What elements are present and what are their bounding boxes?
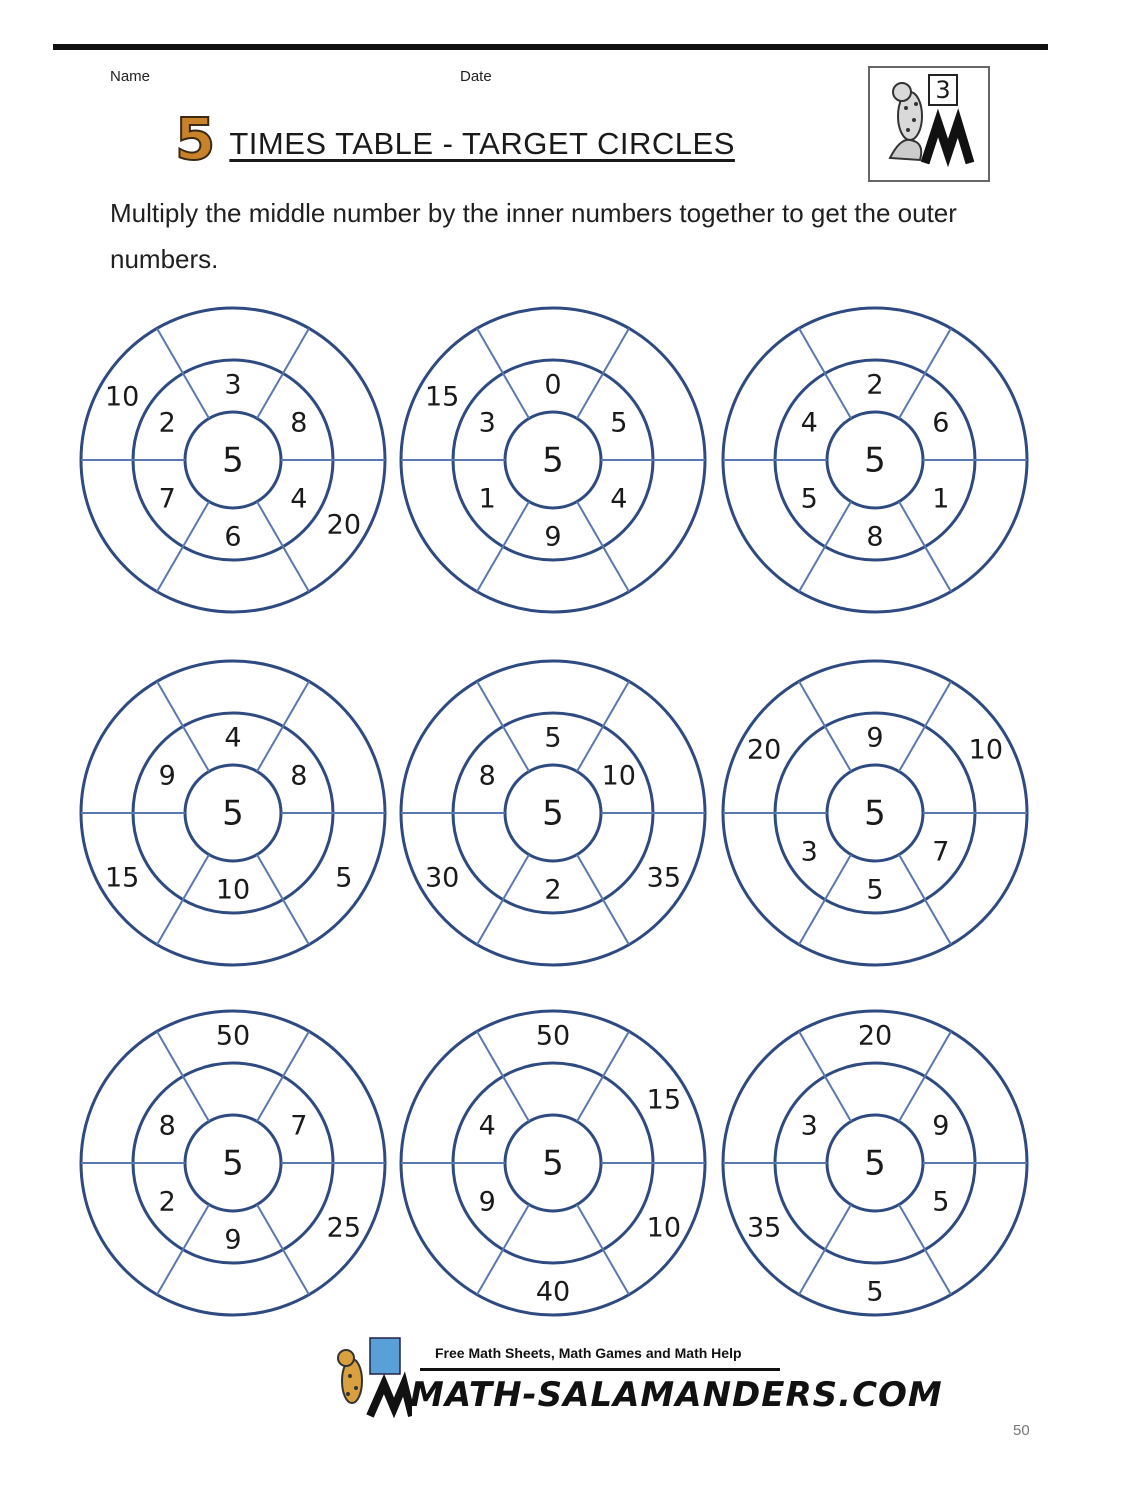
inner-number: 9 [544,521,562,553]
divider [577,1031,629,1121]
footer-salamander-icon [322,1336,412,1421]
inner-number: 2 [866,369,884,401]
grade-number: 3 [928,74,958,106]
divider [257,502,309,592]
divider [799,1031,851,1121]
divider [799,502,851,592]
divider [157,1205,209,1295]
outer-number: 15 [646,1084,682,1116]
center-number: 5 [222,1143,244,1184]
inner-number: 6 [932,407,950,439]
inner-number: 5 [866,874,884,906]
target-circle [81,661,385,965]
target-circle [401,308,705,612]
target-circle [401,1011,705,1315]
center-number: 5 [222,793,244,834]
inner-number: 4 [290,483,308,515]
divider [157,502,209,592]
inner-number: 5 [544,722,562,754]
inner-number: 3 [800,836,818,868]
divider [257,681,309,771]
divider [577,1205,629,1295]
center-number: 5 [542,440,564,481]
inner-number: 9 [478,1186,496,1218]
outer-number: 35 [746,1212,782,1244]
divider [157,855,209,945]
center-number: 5 [542,1143,564,1184]
center-number: 5 [864,440,886,481]
outer-number: 15 [104,862,140,894]
inner-number: 7 [290,1110,308,1142]
title-number: 5 [175,105,216,173]
outer-number: 25 [326,1212,362,1244]
outer-number: 30 [424,862,460,894]
inner-number: 2 [158,1186,176,1218]
inner-number: 1 [478,483,496,515]
inner-number: 8 [290,407,308,439]
divider [477,1205,529,1295]
target-circle [723,1011,1027,1315]
divider [257,1205,309,1295]
inner-number: 8 [290,760,308,792]
inner-number: 7 [158,483,176,515]
inner-number: 9 [158,760,176,792]
footer-brand: MATH-SALAMANDERS.COM [410,1375,943,1415]
page-number: 50 [1013,1422,1030,1439]
target-circle [723,308,1027,612]
inner-number: 2 [544,874,562,906]
outer-number: 40 [535,1276,571,1308]
inner-number: 5 [800,483,818,515]
divider [477,855,529,945]
inner-number: 4 [478,1110,496,1142]
footer-tagline: Free Math Sheets, Math Games and Math Help [435,1345,742,1361]
divider [899,855,951,945]
divider [477,681,529,771]
inner-number: 5 [610,407,628,439]
inner-number: 4 [800,407,818,439]
outer-number: 35 [646,862,682,894]
inner-number: 8 [158,1110,176,1142]
divider [157,328,209,418]
divider [577,502,629,592]
divider [899,328,951,418]
inner-number: 3 [478,407,496,439]
divider [257,1031,309,1121]
outer-number: 20 [857,1020,893,1052]
divider [799,1205,851,1295]
divider [477,1031,529,1121]
title-text: TIMES TABLE - TARGET CIRCLES [229,126,735,161]
divider [157,1031,209,1121]
inner-number: 2 [158,407,176,439]
target-circle [81,308,385,612]
outer-number: 10 [104,381,140,413]
inner-number: 4 [610,483,628,515]
divider [257,328,309,418]
divider [577,328,629,418]
outer-number: 15 [424,381,460,413]
divider [799,328,851,418]
outer-number: 50 [215,1020,251,1052]
center-number: 5 [222,440,244,481]
outer-number: 20 [746,734,782,766]
inner-number: 10 [601,760,636,792]
outer-number: 10 [968,734,1004,766]
divider [899,1031,951,1121]
divider [477,328,529,418]
outer-number: 5 [335,862,353,894]
outer-number: 20 [326,509,362,541]
target-circle [723,661,1027,965]
name-label: Name [110,68,151,85]
divider [899,502,951,592]
divider [257,855,309,945]
center-number: 5 [542,793,564,834]
inner-number: 8 [478,760,496,792]
inner-number: 1 [932,483,950,515]
divider [577,855,629,945]
target-circle [81,1011,385,1315]
outer-number: 5 [866,1276,884,1308]
inner-number: 8 [866,521,884,553]
center-number: 5 [864,793,886,834]
divider [899,681,951,771]
divider [157,681,209,771]
inner-number: 5 [932,1186,950,1218]
inner-number: 9 [932,1110,950,1142]
inner-number: 3 [224,369,242,401]
instructions: Multiply the middle number by the inner numbers together to get the outer numbers. [110,198,957,274]
divider [799,855,851,945]
inner-number: 6 [224,521,242,553]
divider [477,502,529,592]
inner-number: 4 [224,722,242,754]
divider [577,681,629,771]
footer-rule [420,1368,780,1371]
date-label: Date [460,68,492,85]
divider [899,1205,951,1295]
inner-number: 7 [932,836,950,868]
outer-number: 10 [646,1212,682,1244]
outer-number: 50 [535,1020,571,1052]
divider [799,681,851,771]
center-number: 5 [864,1143,886,1184]
inner-number: 9 [224,1224,242,1256]
target-circle [401,661,705,965]
inner-number: 9 [866,722,884,754]
inner-number: 3 [800,1110,818,1142]
inner-number: 10 [215,874,251,906]
inner-number: 0 [544,369,562,401]
